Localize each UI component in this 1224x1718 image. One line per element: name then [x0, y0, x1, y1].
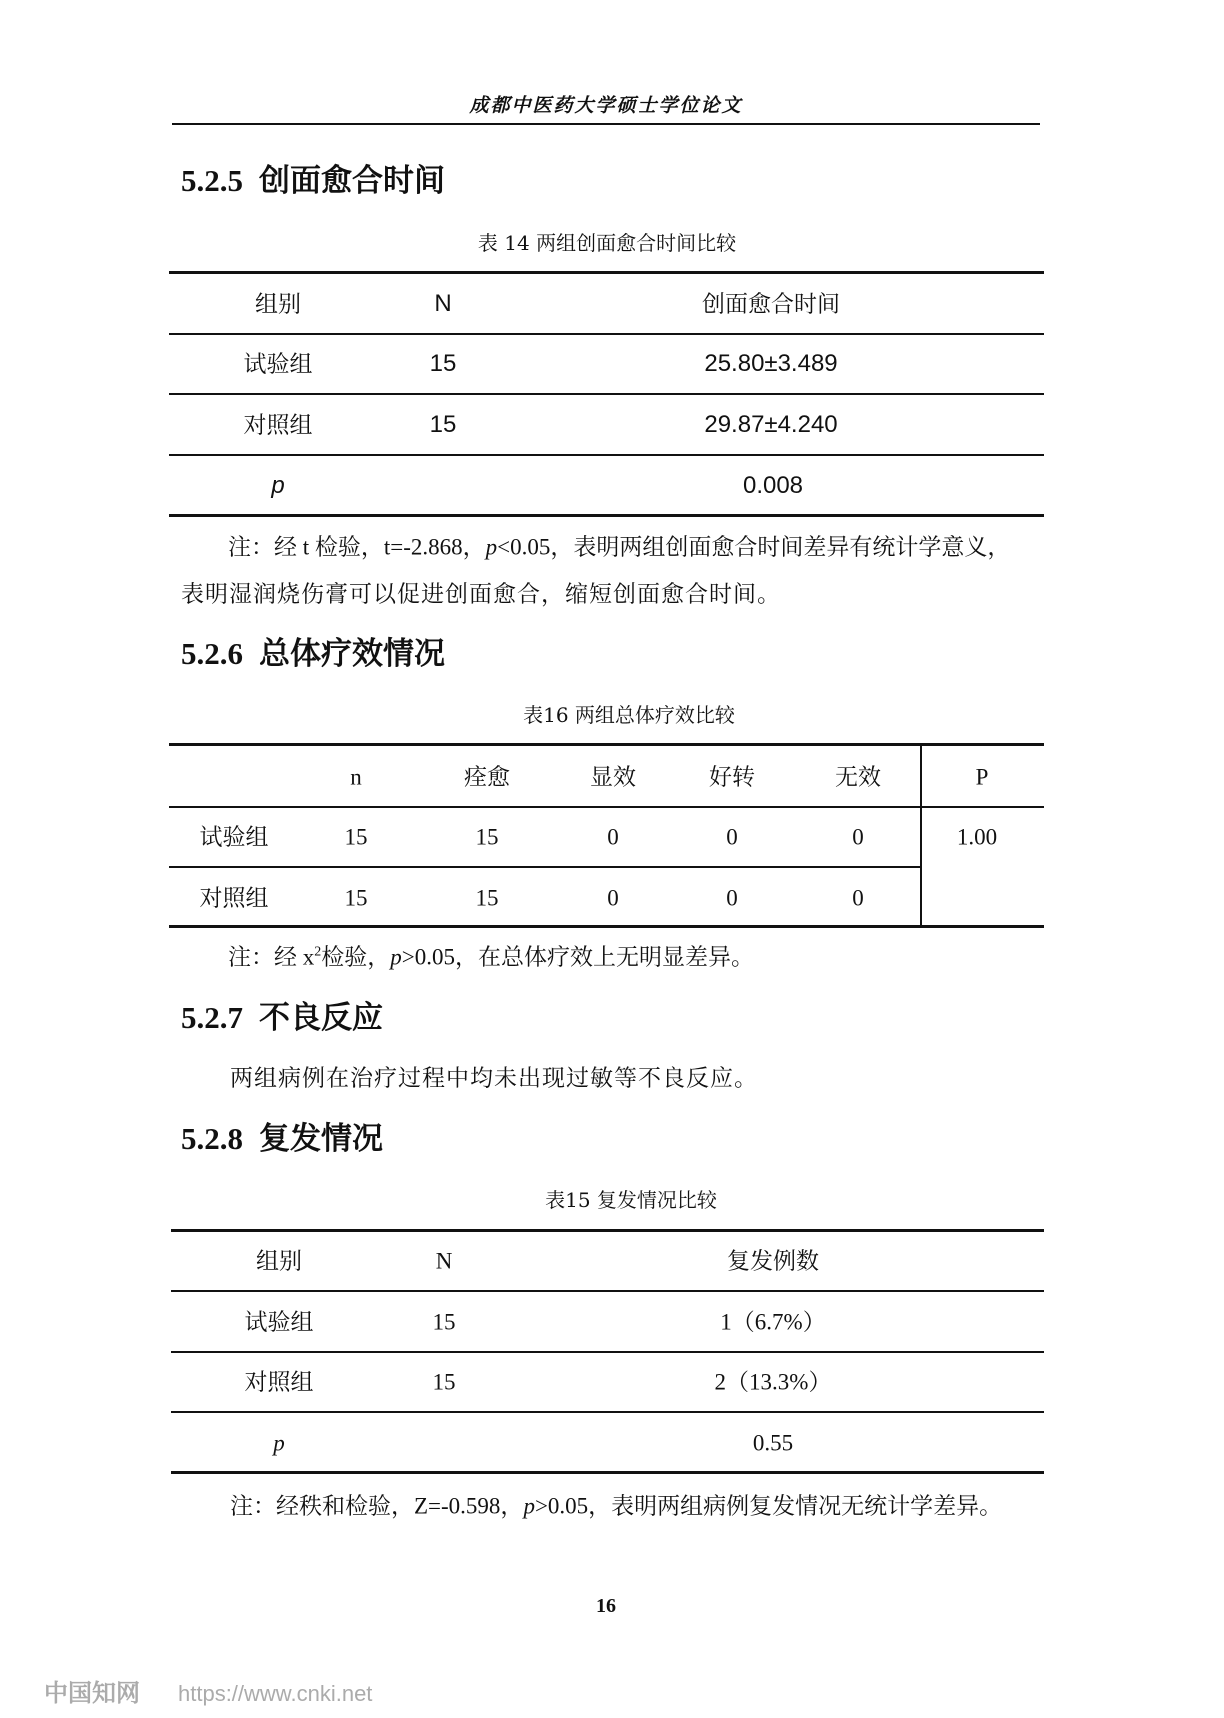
table-cell-group: 试验组 [243, 351, 313, 377]
table-note-line [228, 946, 754, 969]
table-cell: 0 [607, 824, 619, 850]
p-row-value: 0.008 [742, 472, 804, 499]
table-caption: 表16 两组总体疗效比较 [523, 703, 735, 727]
column-header: 好转 [709, 764, 755, 790]
note-p-symbol: p [390, 944, 402, 970]
column-header: N [435, 1248, 453, 1274]
table-cell-n: 15 [432, 1309, 456, 1335]
note-p-symbol: p [485, 534, 498, 560]
column-header: 痊愈 [464, 764, 510, 790]
section-number: 5.2.8 [181, 1121, 243, 1156]
table-cell: 15 [344, 885, 368, 911]
section-number: 5.2.7 [181, 1000, 243, 1035]
header-rule [172, 123, 1040, 125]
table-rule [169, 333, 1044, 335]
column-header: 创面愈合时间 [702, 291, 840, 317]
column-header: n [350, 764, 362, 790]
table-rule [171, 1351, 1044, 1353]
p-row-label: p [273, 1430, 285, 1456]
column-header: 组别 [255, 291, 301, 317]
table-cell: 15 [475, 824, 499, 850]
table-rule [169, 393, 1044, 395]
section-title: 复发情况 [259, 1121, 383, 1157]
p-row-value: 0.55 [752, 1430, 794, 1456]
note-p-symbol: p [523, 1493, 535, 1519]
table-top-rule [169, 743, 1044, 746]
table-note-line [230, 1495, 1002, 1518]
table-cell: 0 [726, 824, 738, 850]
table-cell-group: 试验组 [244, 1309, 314, 1335]
section-number: 5.2.6 [181, 636, 243, 671]
note-superscript: 2 [314, 944, 322, 960]
table-cell: 0 [726, 885, 738, 911]
table-cell-n: 15 [429, 411, 457, 438]
table-rule [171, 1411, 1044, 1413]
column-header: 显效 [590, 764, 636, 790]
section-heading-5-2-6 [181, 638, 445, 670]
table-note-line [228, 536, 1010, 559]
table-rule [169, 454, 1044, 456]
table-note-line: 表明湿润烧伤膏可以促进创面愈合，缩短创面愈合时间。 [181, 581, 781, 607]
section-title: 创面愈合时间 [259, 163, 445, 199]
section-title: 不良反应 [259, 1000, 383, 1036]
watermark-brand: 中国知网 [44, 1680, 140, 1707]
note-text: 注：经 x [228, 944, 315, 970]
table-cell-value: 29.87±4.240 [704, 411, 838, 438]
note-text: <0.05，表明两组创面愈合时间差异有统计学意义， [497, 534, 1011, 560]
section-heading-5-2-8 [181, 1123, 383, 1155]
watermark-url: https://www.cnki.net [178, 1681, 373, 1706]
table-rule [169, 866, 921, 868]
table-cell-n: 15 [432, 1369, 456, 1395]
body-paragraph: 两组病例在治疗过程中均未出现过敏等不良反应。 [230, 1065, 758, 1091]
section-heading-5-2-7 [181, 1002, 383, 1034]
table-cell: 15 [344, 824, 368, 850]
table-rule [171, 1290, 1044, 1292]
running-header: 成都中医药大学硕士学位论文 [469, 94, 743, 117]
section-title: 总体疗效情况 [259, 636, 445, 672]
table-cell-group: 对照组 [199, 885, 269, 911]
section-heading-5-2-5 [181, 165, 445, 197]
table-cell: 15 [475, 885, 499, 911]
page-number: 16 [596, 1595, 616, 1617]
table-cell: 0 [852, 824, 864, 850]
note-text: >0.05，表明两组病例复发情况无统计学差异。 [534, 1493, 1003, 1519]
table-cell: 0 [852, 885, 864, 911]
column-header: 组别 [256, 1248, 302, 1274]
table-bottom-rule [169, 925, 1044, 928]
table-cell-group: 对照组 [244, 1369, 314, 1395]
table-top-rule [171, 1229, 1044, 1232]
table-cell-group: 试验组 [199, 824, 269, 850]
table-caption: 表15 复发情况比较 [545, 1188, 717, 1212]
table-cell-value: 25.80±3.489 [704, 350, 838, 377]
note-text: 注：经秩和检验，Z=-0.598， [230, 1493, 524, 1519]
table-cell-value: 2（13.3%） [714, 1369, 832, 1395]
note-text: 注：经 t 检验，t=-2.868， [228, 534, 486, 560]
p-value-cell: 1.00 [956, 824, 998, 850]
note-text: 检验， [321, 944, 391, 970]
column-header: N [434, 290, 452, 317]
table-cell: 0 [607, 885, 619, 911]
table-cell-group: 对照组 [243, 412, 313, 438]
column-header: 无效 [835, 764, 881, 790]
p-row-label: p [271, 472, 285, 499]
table-caption: 表 14 两组创面愈合时间比较 [477, 231, 737, 255]
table-rule [169, 806, 1044, 808]
table-column-divider [920, 743, 922, 928]
table-cell-value: 1（6.7%） [720, 1309, 826, 1335]
section-number: 5.2.5 [181, 163, 243, 198]
table-bottom-rule [169, 514, 1044, 517]
note-text: >0.05，在总体疗效上无明显差异。 [401, 944, 754, 970]
column-header: 复发例数 [727, 1248, 819, 1274]
table-bottom-rule [171, 1471, 1044, 1474]
column-header: P [975, 764, 989, 790]
table-cell-n: 15 [429, 350, 457, 377]
table-top-rule [169, 271, 1044, 274]
